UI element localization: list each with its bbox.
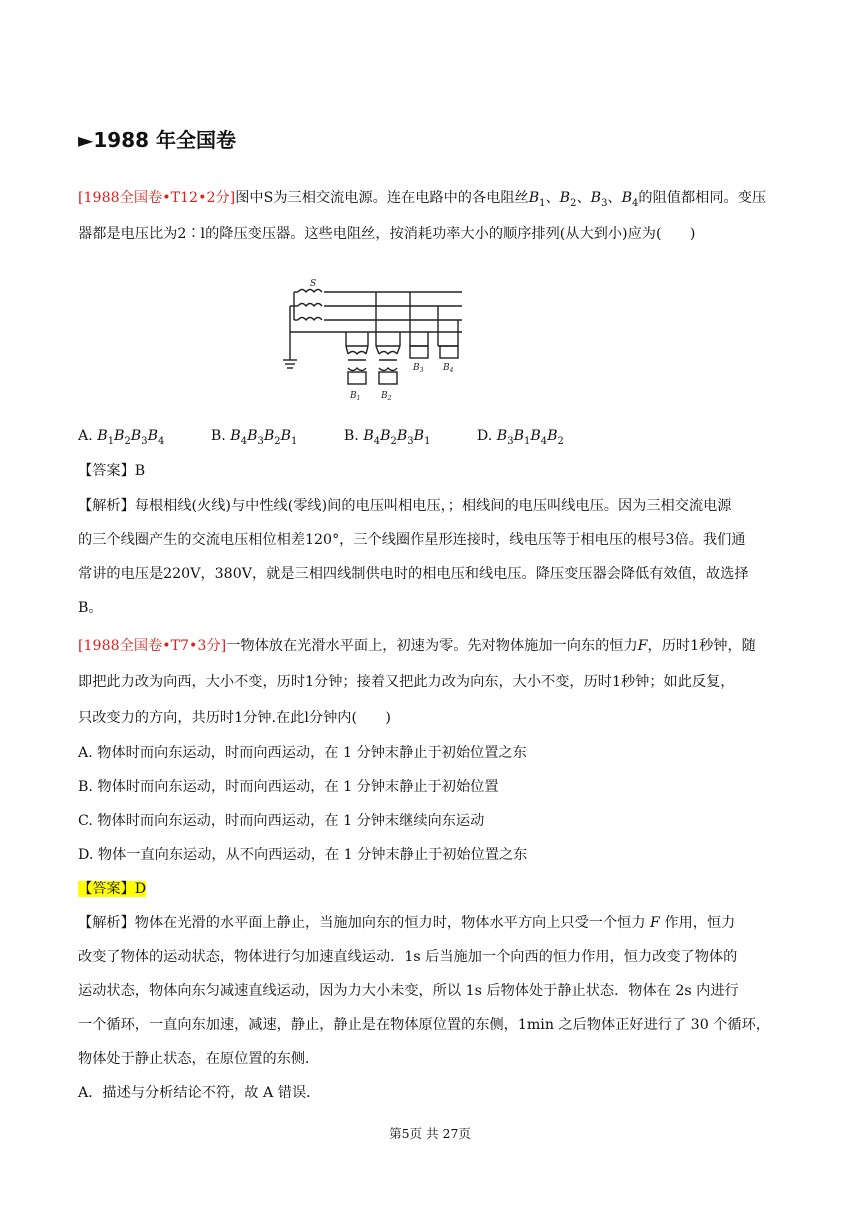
q1-stem-line-1: [1988全国卷•T12•2分]图中S为三相交流电源。连在电路中的各电阻丝$B_1$、$B_2$、$B_3$、$B_4$的阻值都相同。变压 bbox=[78, 190, 767, 209]
option-symbol: B bbox=[230, 428, 241, 444]
q1-analysis-line: 常讲的电压是220V，380V，就是三相四线制供电时的相电压和线电压。降压变压器会降低有效值，故选择 bbox=[78, 566, 749, 582]
b2-label: $B_2$ bbox=[381, 391, 392, 402]
resistor-b4 bbox=[440, 346, 458, 358]
q1-options bbox=[78, 424, 564, 454]
q2-final-line: A．描述与分析结论不符，故 A 错误． bbox=[78, 1085, 321, 1101]
option-subscript: 2 bbox=[390, 435, 397, 447]
option-symbol: B bbox=[97, 428, 108, 444]
option-symbol: B bbox=[147, 428, 158, 444]
source-label: S bbox=[310, 279, 317, 289]
q2-analysis-line: 改变了物体的运动状态，物体进行匀加速直线运动．1s 后当施加一个向西的恒力作用，恒力改变了物体的 bbox=[78, 949, 738, 965]
q1-option: A. $B_1B_2B_3B_4$ bbox=[78, 428, 165, 447]
resistor-b1 bbox=[348, 372, 366, 384]
option-subscript: 4 bbox=[240, 435, 248, 447]
option-subscript: 3 bbox=[257, 435, 264, 447]
q2-analysis-line: 物体处于静止状态，在原位置的东侧． bbox=[78, 1051, 320, 1067]
option-subscript: 4 bbox=[540, 435, 548, 447]
option-symbol: B bbox=[396, 428, 408, 444]
option-subscript: 2 bbox=[124, 435, 131, 447]
option-subscript: 2 bbox=[274, 435, 281, 447]
page-footer: 第5页 共 27页 bbox=[389, 1126, 471, 1141]
option-subscript: 4 bbox=[373, 435, 381, 447]
transformer-secondary-coil bbox=[379, 368, 397, 371]
q1-stem-line-2: 器都是电压比为2∶l的降压变压器。这些电阻丝，按消耗功率大小的顺序排列(从大到小)应为( ) bbox=[78, 226, 696, 242]
option-symbol: B bbox=[363, 428, 374, 444]
section-title: ►1988 年全国卷 bbox=[78, 128, 237, 152]
resistor-b2 bbox=[379, 372, 397, 384]
q1-option: B. $B_4B_2B_3B_1$ bbox=[343, 428, 431, 447]
option-symbol: B bbox=[263, 428, 275, 444]
q1-source-tag: [1988全国卷•T12•2分] bbox=[78, 190, 236, 206]
option-subscript: 1 bbox=[424, 435, 431, 447]
b4-label: $B_4$ bbox=[443, 363, 454, 374]
option-subscript: 1 bbox=[291, 435, 298, 447]
transformer-secondary-coil bbox=[348, 368, 366, 371]
option-subscript: 3 bbox=[507, 435, 514, 447]
option-symbol: B bbox=[496, 428, 508, 444]
b1-label: $B_1$ bbox=[350, 391, 361, 402]
option-subscript: 2 bbox=[557, 435, 564, 447]
option-symbol: B bbox=[247, 428, 258, 444]
option-symbol: B bbox=[530, 428, 541, 444]
q2-stem-line-3: 只改变力的方向，共历时1分钟.在此l分钟内( ) bbox=[78, 710, 391, 726]
option-subscript: 3 bbox=[407, 435, 414, 447]
option-symbol: B bbox=[280, 428, 292, 444]
q2-analysis-line: 一个循环，一直向东加速，减速，静止，静止是在物体原位置的东侧，1min 之后物体正好进行了 30 个循环， bbox=[78, 1017, 770, 1033]
q2-stem-line-2: 即把此力改为向西，大小不变，历时1分钟；接着又把此力改为向东，大小不变，历时1秒钟；如此反复， bbox=[78, 674, 735, 690]
source-coil bbox=[298, 304, 322, 307]
option-subscript: 1 bbox=[107, 435, 115, 447]
q2-option-c: C. 物体时而向东运动，时而向西运动，在 1 分钟末继续向东运动 bbox=[78, 813, 485, 829]
source-coil bbox=[298, 318, 322, 321]
option-subscript: 3 bbox=[141, 435, 148, 447]
q1-option: B. $B_4B_3B_2B_1$ bbox=[210, 428, 298, 447]
option-symbol: B bbox=[380, 428, 391, 444]
q1-analysis-line: B。 bbox=[78, 600, 103, 616]
q1-answer: 【答案】B bbox=[78, 463, 146, 479]
option-symbol: B bbox=[547, 428, 558, 444]
q2-analysis-line: 运动状态，物体向东匀减速直线运动，因为力大小未变，所以 1s 后物体处于静止状态．物体在 2s 内进行 bbox=[78, 983, 739, 999]
three-phase-circuit-diagram bbox=[280, 276, 470, 404]
option-subscript: 1 bbox=[524, 435, 531, 447]
q2-analysis-line: 【解析】物体在光滑的水平面上静止，当施加向东的恒力时，物体水平方向上只受一个恒力 F 作用，恒力 bbox=[78, 915, 736, 931]
option-symbol: B bbox=[413, 428, 425, 444]
option-symbol: B bbox=[114, 428, 125, 444]
q2-source-tag: [1988全国卷•T7•3分] bbox=[78, 638, 227, 654]
q2-option-a: A. 物体时而向东运动，时而向西运动，在 1 分钟末静止于初始位置之东 bbox=[78, 745, 527, 761]
transformer-primary-coil bbox=[348, 352, 366, 355]
q2-option-b: B. 物体时而向东运动，时而向西运动，在 1 分钟末静止于初始位置 bbox=[78, 779, 499, 795]
option-symbol: B bbox=[130, 428, 142, 444]
transformer-primary-coil bbox=[379, 352, 397, 355]
q2-option-d: D. 物体一直向东运动，从不向西运动，在 1 分钟末静止于初始位置之东 bbox=[78, 847, 528, 863]
option-subscript: 4 bbox=[158, 435, 165, 447]
source-coil bbox=[298, 290, 322, 293]
q2-stem-line-1: [1988全国卷•T7•3分]一物体放在光滑水平面上，初速为零。先对物体施加一向东的恒力F，历时1秒钟，随 bbox=[78, 638, 756, 654]
q1-analysis-line: 【解析】每根相线(火线)与中性线(零线)间的电压叫相电压，；相线间的电压叫线电压。因为三相交流电源 bbox=[78, 498, 732, 514]
q1-analysis-line: 的三个线圈产生的交流电压相位相差120°，三个线圈作星形连接时，线电压等于相电压的根号3倍。我们通 bbox=[78, 532, 746, 548]
resistor-b3 bbox=[410, 346, 428, 358]
q2-answer: 【答案】D bbox=[78, 881, 147, 897]
option-symbol: B bbox=[513, 428, 524, 444]
b3-label: $B_3$ bbox=[413, 363, 424, 374]
q1-option: D. $B_3B_1B_4B_2$ bbox=[476, 428, 564, 447]
